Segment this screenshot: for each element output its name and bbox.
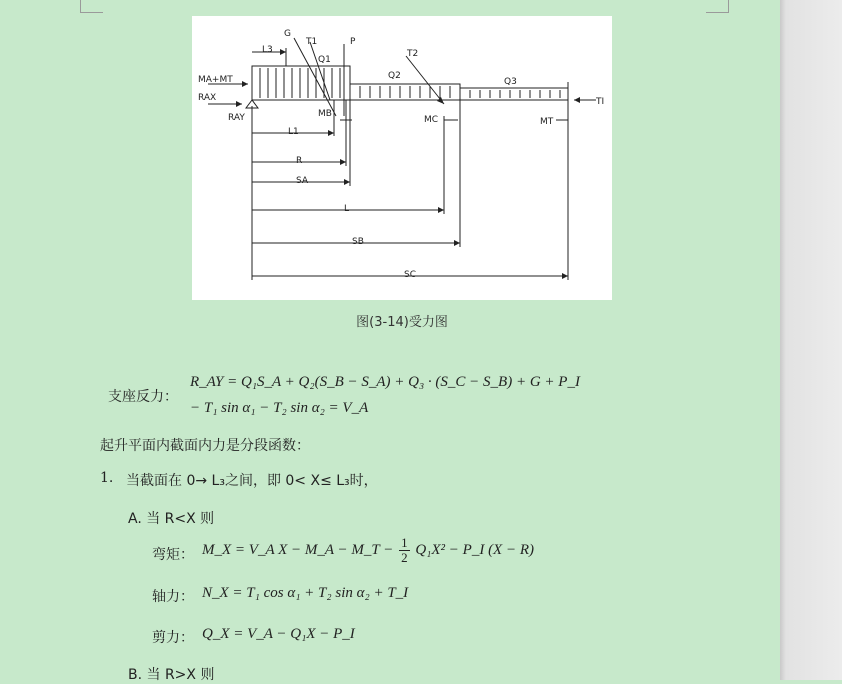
support-equation-2: − T₁ sin α₁ − T₂ sin α₂ = V_A — [190, 400, 369, 416]
support-equation-1: R_AY = Q₁S_A + Q₂(S_B − S_A) + Q₃ · (S_C − S_B) + G + P_I — [190, 374, 580, 390]
moment-label: 弯矩： — [152, 547, 194, 563]
label-sc: SC — [404, 270, 416, 280]
label-g: G — [284, 29, 291, 39]
crop-mark-right — [706, 0, 729, 13]
label-t1: T1 — [306, 37, 318, 47]
shear-equation: Q_X = V_A − Q₁X − P_I — [202, 626, 355, 642]
label-q1: Q1 — [318, 55, 331, 65]
label-p: P — [350, 37, 356, 47]
sub-item-b: B. 当 R>X 则 — [128, 667, 215, 683]
label-q3: Q3 — [504, 77, 517, 87]
label-ray: RAY — [228, 113, 245, 123]
fraction-numerator: 1 — [401, 535, 408, 550]
load-arrows-q2 — [360, 86, 450, 98]
beam-segment-2 — [350, 84, 460, 100]
label-sb: SB — [352, 237, 364, 247]
label-q2: Q2 — [388, 71, 401, 81]
fraction-half — [399, 536, 410, 565]
crop-mark-left — [80, 0, 103, 13]
label-l1: L1 — [288, 127, 299, 137]
moment-equation — [202, 536, 534, 565]
force-diagram — [192, 16, 612, 300]
label-ti: TI — [596, 97, 605, 107]
beam-segment-1 — [252, 66, 350, 100]
fraction-denominator: 2 — [401, 550, 408, 565]
load-arrows-q3 — [470, 90, 560, 98]
label-ma-mt: MA+MT — [198, 75, 233, 85]
label-l3: L3 — [262, 45, 273, 55]
label-l: L — [344, 204, 350, 214]
label-mt: MT — [540, 117, 554, 127]
support-label: 支座反力： — [108, 389, 178, 405]
axial-equation: N_X = T₁ cos α₁ + T₂ sin α₂ + T_I — [202, 585, 409, 601]
window-gutter — [780, 0, 842, 680]
intro-text: 起升平面内截面内力是分段函数： — [100, 438, 310, 454]
shear-label: 剪力： — [152, 630, 194, 646]
label-r: R — [296, 156, 303, 166]
label-rax: RAX — [198, 93, 217, 103]
label-t2: T2 — [407, 49, 419, 59]
force-diagram-figure — [192, 16, 612, 300]
label-mc: MC — [424, 115, 439, 125]
item-1-text: 当截面在 0→ L₃之间，即 0< X≤ L₃时， — [126, 473, 378, 489]
label-sa: SA — [296, 176, 309, 186]
sub-item-a: A. 当 R<X 则 — [128, 511, 215, 527]
label-mb: MB — [318, 109, 332, 119]
moment-equation-left: M_X = V_A X − M_A − M_T − — [202, 541, 394, 558]
figure-caption: 图(3-14)受力图 — [356, 315, 448, 330]
axial-label: 轴力： — [152, 589, 194, 605]
moment-equation-right: Q₁X² − P_I (X − R) — [415, 541, 535, 558]
item-1-number: 1. — [100, 470, 114, 486]
beam-segment-3 — [460, 88, 568, 100]
